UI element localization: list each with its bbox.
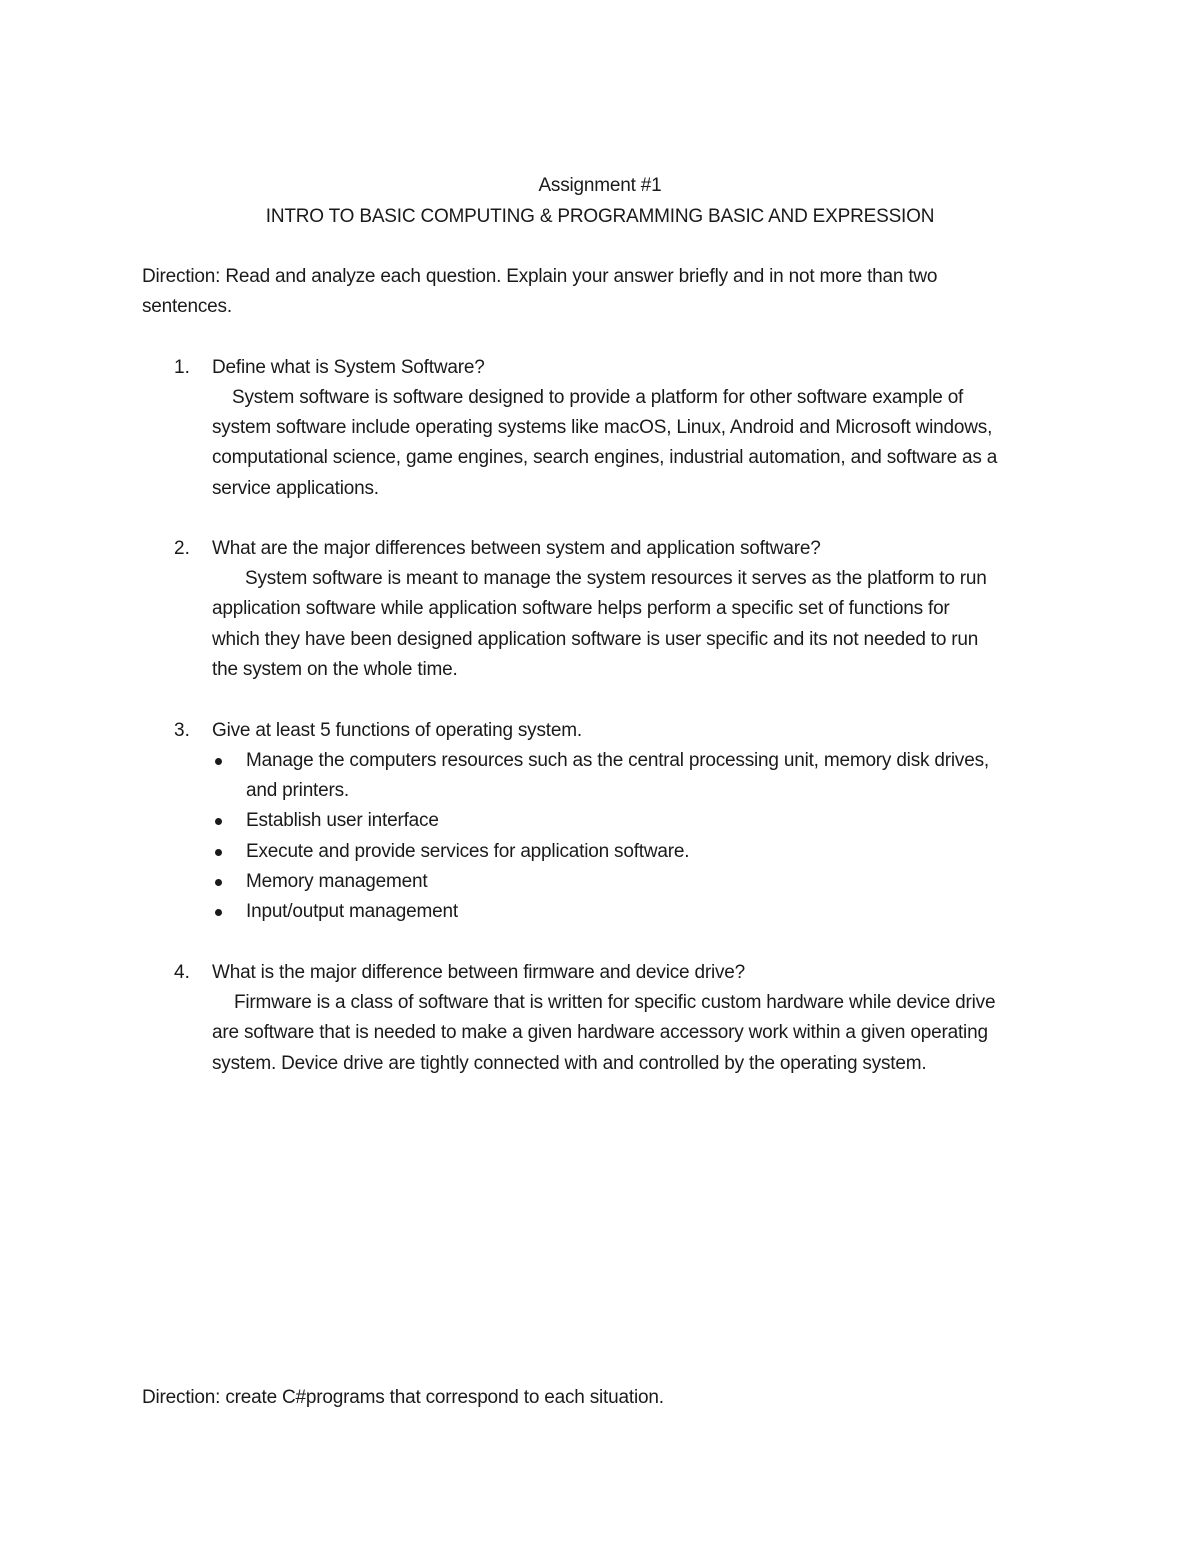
function-item-2: Establish user interface — [246, 810, 439, 831]
function-item-1-line-2: and printers. — [246, 780, 350, 801]
bullet-icon — [215, 758, 222, 765]
bullet-icon — [215, 879, 222, 886]
answer-2-line-4: the system on the whole time. — [212, 659, 458, 680]
bullet-icon — [215, 849, 222, 856]
answer-4-line-3: system. Device drive are tightly connected with and controlled by the operating system. — [212, 1053, 927, 1074]
question-4-text: What is the major difference between firmware and device drive? — [212, 962, 746, 983]
answer-1-line-3: computational science, game engines, search engines, industrial automation, and software as a — [212, 447, 998, 468]
answer-2-line-2: application software while application software helps perform a specific set of functions for — [212, 598, 950, 619]
answer-1-line-1: System software is software designed to provide a platform for other software example of — [232, 387, 964, 408]
answer-2-line-3: which they have been designed application software is user specific and its not needed to run — [212, 629, 979, 650]
function-item-4: Memory management — [246, 871, 428, 892]
direction-2-text: Direction: create C#programs that correspond to each situation. — [142, 1387, 664, 1408]
question-1-text: Define what is System Software? — [212, 357, 485, 378]
question-1-number: 1. — [174, 357, 190, 378]
document-title: Assignment #1 — [538, 175, 662, 196]
answer-1-line-2: system software include operating systems like macOS, Linux, Android and Microsoft windows, — [212, 417, 993, 438]
answer-4-line-1: Firmware is a class of software that is written for specific custom hardware while device drive — [234, 992, 996, 1013]
direction-text-line-1: Direction: Read and analyze each question. Explain your answer briefly and in not more than two — [142, 266, 938, 287]
bullet-icon — [215, 909, 222, 916]
direction-text-line-2: sentences. — [142, 296, 232, 317]
question-3-text: Give at least 5 functions of operating system. — [212, 720, 582, 741]
answer-4-line-2: are software that is needed to make a given hardware accessory work within a given operating — [212, 1022, 988, 1043]
question-3-number: 3. — [174, 720, 190, 741]
question-4-number: 4. — [174, 962, 190, 983]
question-2-number: 2. — [174, 538, 190, 559]
document-subtitle: INTRO TO BASIC COMPUTING & PROGRAMMING BASIC AND EXPRESSION — [265, 206, 935, 227]
question-2-text: What are the major differences between system and application software? — [212, 538, 821, 559]
function-item-1-line-1: Manage the computers resources such as the central processing unit, memory disk drives, — [246, 750, 989, 771]
answer-2-line-1: System software is meant to manage the system resources it serves as the platform to run — [245, 568, 987, 589]
bullet-icon — [215, 818, 222, 825]
answer-1-line-4: service applications. — [212, 478, 379, 499]
function-item-5: Input/output management — [246, 901, 458, 922]
function-item-3: Execute and provide services for application software. — [246, 841, 690, 862]
